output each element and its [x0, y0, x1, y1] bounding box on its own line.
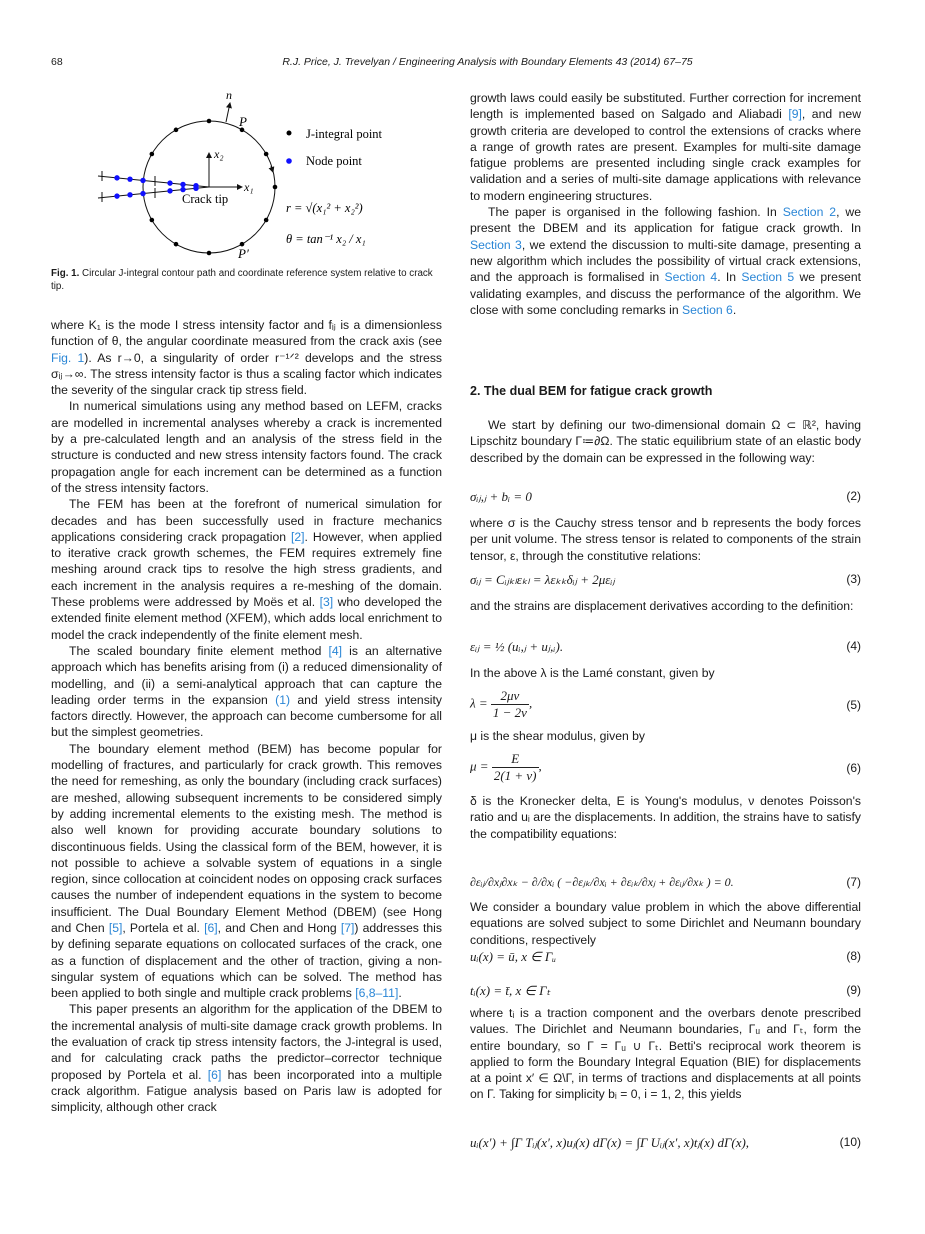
reference-link[interactable]: Section 2 — [782, 205, 837, 220]
equation-3 — [470, 572, 861, 588]
equation-number: (9) — [846, 983, 861, 997]
paragraph: The scaled boundary finite element method [4] is an alternative approach which has benefits arising from (i) a reduced dimensionality of modelling, and (ii) a semi-analytical approach that can capture the leading order terms in the expansion (1) and yield stress intensity factors directly. However, the approach can become cumbersome for all but the simplest geometries. — [51, 643, 442, 740]
j-integral-point — [207, 119, 212, 124]
caption-text: Circular J-integral contour path and coordinate reference system relative to crack tip. — [51, 268, 433, 292]
paragraph: where tᵢ is a traction component and the overbars denote prescribed values. The Dirichlet and Neumann boundaries, Γᵤ and Γₜ, form the entire boundary, so Γ = Γᵤ ∪ Γₜ. Betti's reciprocal work theorem is applied to form the Boundary Integral Equation (BIE) for displacements at a point x′ ∈ Ω\Γ, in terms of tractions and displacements at all points on Γ. Taking for simplicity bᵢ = 0, i = 1, 2, this yields — [470, 1006, 861, 1102]
equation-2 — [470, 489, 861, 505]
reference-link[interactable]: [3] — [319, 595, 334, 610]
reference-link[interactable]: Section 3 — [470, 237, 522, 252]
reference-link[interactable]: [6] — [204, 920, 218, 935]
reference-link[interactable]: [4] — [328, 643, 343, 658]
paragraph: δ is the Kronecker delta, E is Young's modulus, ν denotes Poisson's ratio and uᵢ are the displacements. In addition, the strains have to satisfy the compatibility equations: — [470, 794, 861, 841]
reference-link[interactable]: Section 4 — [664, 270, 718, 285]
reference-link[interactable]: Section 6 — [682, 302, 733, 317]
reference-link[interactable]: Fig. 1 — [51, 350, 85, 365]
node-point — [127, 192, 132, 197]
legend-jintegral-marker — [287, 131, 292, 136]
equation-number: (7) — [846, 875, 861, 889]
equation-5 — [470, 688, 861, 721]
equation-lhs: μ = — [470, 758, 489, 774]
equation-number: (8) — [846, 949, 861, 963]
formula-r: r = √(x₁² + x₂²) — [286, 201, 363, 215]
node-point — [114, 193, 119, 198]
label-p-prime: P′ — [238, 246, 249, 261]
reference-link[interactable]: [9] — [788, 107, 802, 122]
paragraph: In numerical simulations using any method based on LEFM, cracks are modelled in incremental analyses whereby a crack is incremented by a pre-calculated length and an analysis of the stress field in the structure is conducted and new stress intensity factors found. The crack propagation angle for each increment can be determined as a function of the stress intensity factors. — [51, 399, 442, 495]
caption-label: Fig. 1. — [51, 268, 80, 279]
equation-8 — [470, 949, 861, 965]
node-point — [167, 180, 172, 185]
equation-9 — [470, 983, 861, 999]
paragraph: The FEM has been at the forefront of numerical simulation for decades and has been successfully used in fracture mechanics applications considering crack propagation [2]. However, when applied to iterative crack growth schemes, the FEM requires extremely fine meshing around crack tips to resolve the high stress gradients, and each increment in the analysis requires a re-meshing of the domain. These problems were addressed by Moës et al. [3] who developed the extended finite element method (XFEM), which adds local enrichment to model the crack independently of the finite element mesh. — [51, 497, 442, 642]
reference-link[interactable]: [6,8–11] — [355, 986, 399, 1001]
legend-jintegral-label: J-integral point — [306, 127, 383, 141]
page-number: 68 — [51, 56, 63, 68]
equation-body: σᵢⱼ = Cᵢⱼₖₗεₖₗ = λεₖₖδᵢⱼ + 2μεᵢⱼ — [470, 572, 615, 587]
right-column-intro — [470, 90, 861, 318]
reference-link[interactable]: [7] — [340, 920, 355, 935]
paragraph: μ is the shear modulus, given by — [470, 729, 646, 743]
paragraph: and the strains are displacement derivatives according to the definition: — [470, 599, 854, 613]
node-point — [127, 176, 132, 181]
label-crack-tip: Crack tip — [182, 192, 229, 206]
fraction-numerator: 2μν — [491, 688, 529, 705]
equation-body: tᵢ(x) = t̄, x ∈ Γₜ — [470, 983, 551, 998]
j-integral-point — [150, 218, 155, 223]
equation-10 — [470, 1135, 861, 1151]
equation-body: σᵢⱼ,ⱼ + bᵢ = 0 — [470, 489, 532, 504]
figure-caption — [51, 267, 442, 293]
formula-theta: θ = tan⁻¹ x₂ / x₁ — [286, 232, 366, 246]
legend-node-label: Node point — [306, 154, 362, 168]
equation-number: (6) — [846, 761, 861, 775]
reference-link[interactable]: [2] — [290, 529, 305, 544]
reference-link[interactable]: [5] — [108, 920, 123, 935]
paragraph: In the above λ is the Lamé constant, given by — [470, 666, 715, 680]
paragraph: We start by defining our two-dimensional domain Ω ⊂ ℝ², having Lipschitz boundary Γ≔∂Ω. The static equilibrium state of an elastic body described by the domain can be expressed in the following way: — [470, 418, 861, 465]
node-point — [193, 186, 198, 191]
equation-body: uᵢ(x′) + ∫Γ Tᵢⱼ(x′, x)uⱼ(x) dΓ(x) = ∫Γ Uᵢⱼ(x′, x)tⱼ(x) dΓ(x), — [470, 1135, 750, 1150]
j-integral-point — [264, 152, 269, 157]
node-point — [140, 191, 145, 196]
node-point — [114, 175, 119, 180]
node-point — [140, 178, 145, 183]
equation-body: uᵢ(x) = ū, x ∈ Γᵤ — [470, 949, 557, 964]
paragraph: The paper is organised in the following fashion. In Section 2, we present the DBEM and its application for fatigue crack growth. In Section 3, we extend the discussion to multi-site damage, presenting a new algorithm which includes the possibility of virtual crack extensions, and the approach is formalised in Section 4. In Section 5 we present validating examples, and discuss the performance of the algorithm. We close with some concluding remarks in Section 6. — [470, 205, 861, 317]
fraction-denominator: 2(1 + ν) — [493, 768, 537, 783]
label-x2: x₂ — [214, 147, 224, 161]
paragraph: where K₁ is the mode I stress intensity factor and fᵢⱼ is a dimensionless function of θ, the angular coordinate measured from the crack axis (see Fig. 1). As r→0, a singularity of order r⁻¹ᐟ² develops and the stress σᵢⱼ→∞. The stress intensity factor is thus a scaling factor which indicates the severity of the singular crack tip stress field. — [51, 318, 443, 398]
equation-body: ∂εᵢⱼ/∂xⱼ∂xₖ − ∂/∂xᵢ ( −∂εⱼₖ/∂xᵢ + ∂εᵢₖ/∂xⱼ + ∂εᵢⱼ/∂xₖ ) = 0. — [470, 875, 734, 889]
equation-number: (5) — [846, 698, 861, 712]
label-x1: x₁ — [244, 180, 254, 194]
equation-7 — [470, 875, 861, 890]
equation-number: (4) — [846, 639, 861, 653]
j-integral-point — [174, 242, 179, 247]
equation-number: (2) — [846, 489, 861, 503]
figure-1-diagram — [0, 0, 462, 270]
equation-number: (3) — [846, 572, 861, 586]
legend-node-marker — [286, 158, 292, 164]
j-integral-point — [264, 218, 269, 223]
reference-link[interactable]: Section 5 — [741, 270, 795, 285]
j-integral-point — [150, 152, 155, 157]
fraction-numerator: E — [492, 751, 539, 768]
equation-6 — [470, 751, 861, 784]
node-point — [167, 188, 172, 193]
normal-vector-arrow — [226, 103, 230, 122]
paragraph: growth laws could easily be substituted. Further correction for increment length is implemented based on Salgado and Aliabadi [9], and new growth criteria are developed to control the extensions of cracks where a range of growth rates are present. Examples for multi-site damage fatigue problems are presented including single crack examples for validation and a series of multi-site damage applications with relevance to modern engineering structures. — [470, 91, 861, 203]
reference-link[interactable]: [6] — [207, 1067, 222, 1082]
j-integral-point — [273, 185, 278, 190]
j-integral-point — [207, 251, 212, 256]
paragraph: The boundary element method (BEM) has become popular for modelling of fractures, and particularly for crack growth. This removes the need for remeshing, as only the boundary (including crack surfaces) are meshed, allowing subsequent increments to be considered simply by adding incremental elements to the existing mesh. The method is also well known for providing accurate boundary solutions to discontinuous fields. Using the classical form of the BEM, however, it is not possible to achieve a solvable system of equations in a single region, since collocation at coincident nodes on opposing crack surfaces causes the number of independent equations in the system to become insufficient. The Dual Boundary Element Method (DBEM) (see Hong and Chen [5], Portela et al. [6], and Chen and Hong [7]) addresses this by defining separate equations on collocated surfaces of the crack, one as a function of displacement and the other of traction, giving a non-singular system of equations which can be solved. The method has been applied to both single and multiple crack problems [6,8–11]. — [51, 741, 442, 1001]
element-ticks — [102, 171, 155, 202]
equation-tail: , — [528, 695, 533, 711]
paragraph: This paper presents an algorithm for the application of the DBEM to the incremental analysis of multi-site damage crack growth problems. In the evaluation of crack tip stress intensity factors, the J-integral is used, and for calculating crack paths the predictor–corrector technique proposed by Portela et al. [6] has been incorporated into a multiple crack algorithm. Fatigue analysis based on Paris law is adopted for simplicity, although other crack — [51, 1002, 442, 1115]
running-title: R.J. Price, J. Trevelyan / Engineering Analysis with Boundary Elements 43 (2014) 67–75 — [282, 56, 693, 68]
equation-tail: , — [538, 758, 542, 774]
equation-4 — [470, 639, 861, 655]
equation-lhs: λ = — [470, 695, 488, 711]
section-heading: 2. The dual BEM for fatigue crack growth — [470, 384, 713, 398]
left-column — [51, 317, 442, 1116]
label-n: n — [226, 88, 232, 102]
fraction-denominator: 1 − 2ν — [492, 705, 527, 720]
equation-number: (10) — [839, 1135, 861, 1149]
equation-body: εᵢⱼ = ½ (uᵢ,ⱼ + uⱼ,ᵢ). — [470, 639, 564, 654]
paragraph: We consider a boundary value problem in which the above differential equations are solved subject to some Dirichlet and Neumann boundary conditions, respectively — [470, 900, 861, 947]
paragraph: where σ is the Cauchy stress tensor and b represents the body forces per unit volume. The stress tensor is related to components of the strain tensor, ε, through the constitutive relations: — [470, 516, 861, 563]
node-point — [180, 182, 185, 187]
label-p: P — [239, 114, 247, 129]
j-integral-point — [174, 128, 179, 133]
reference-link[interactable]: (1) — [275, 692, 291, 707]
